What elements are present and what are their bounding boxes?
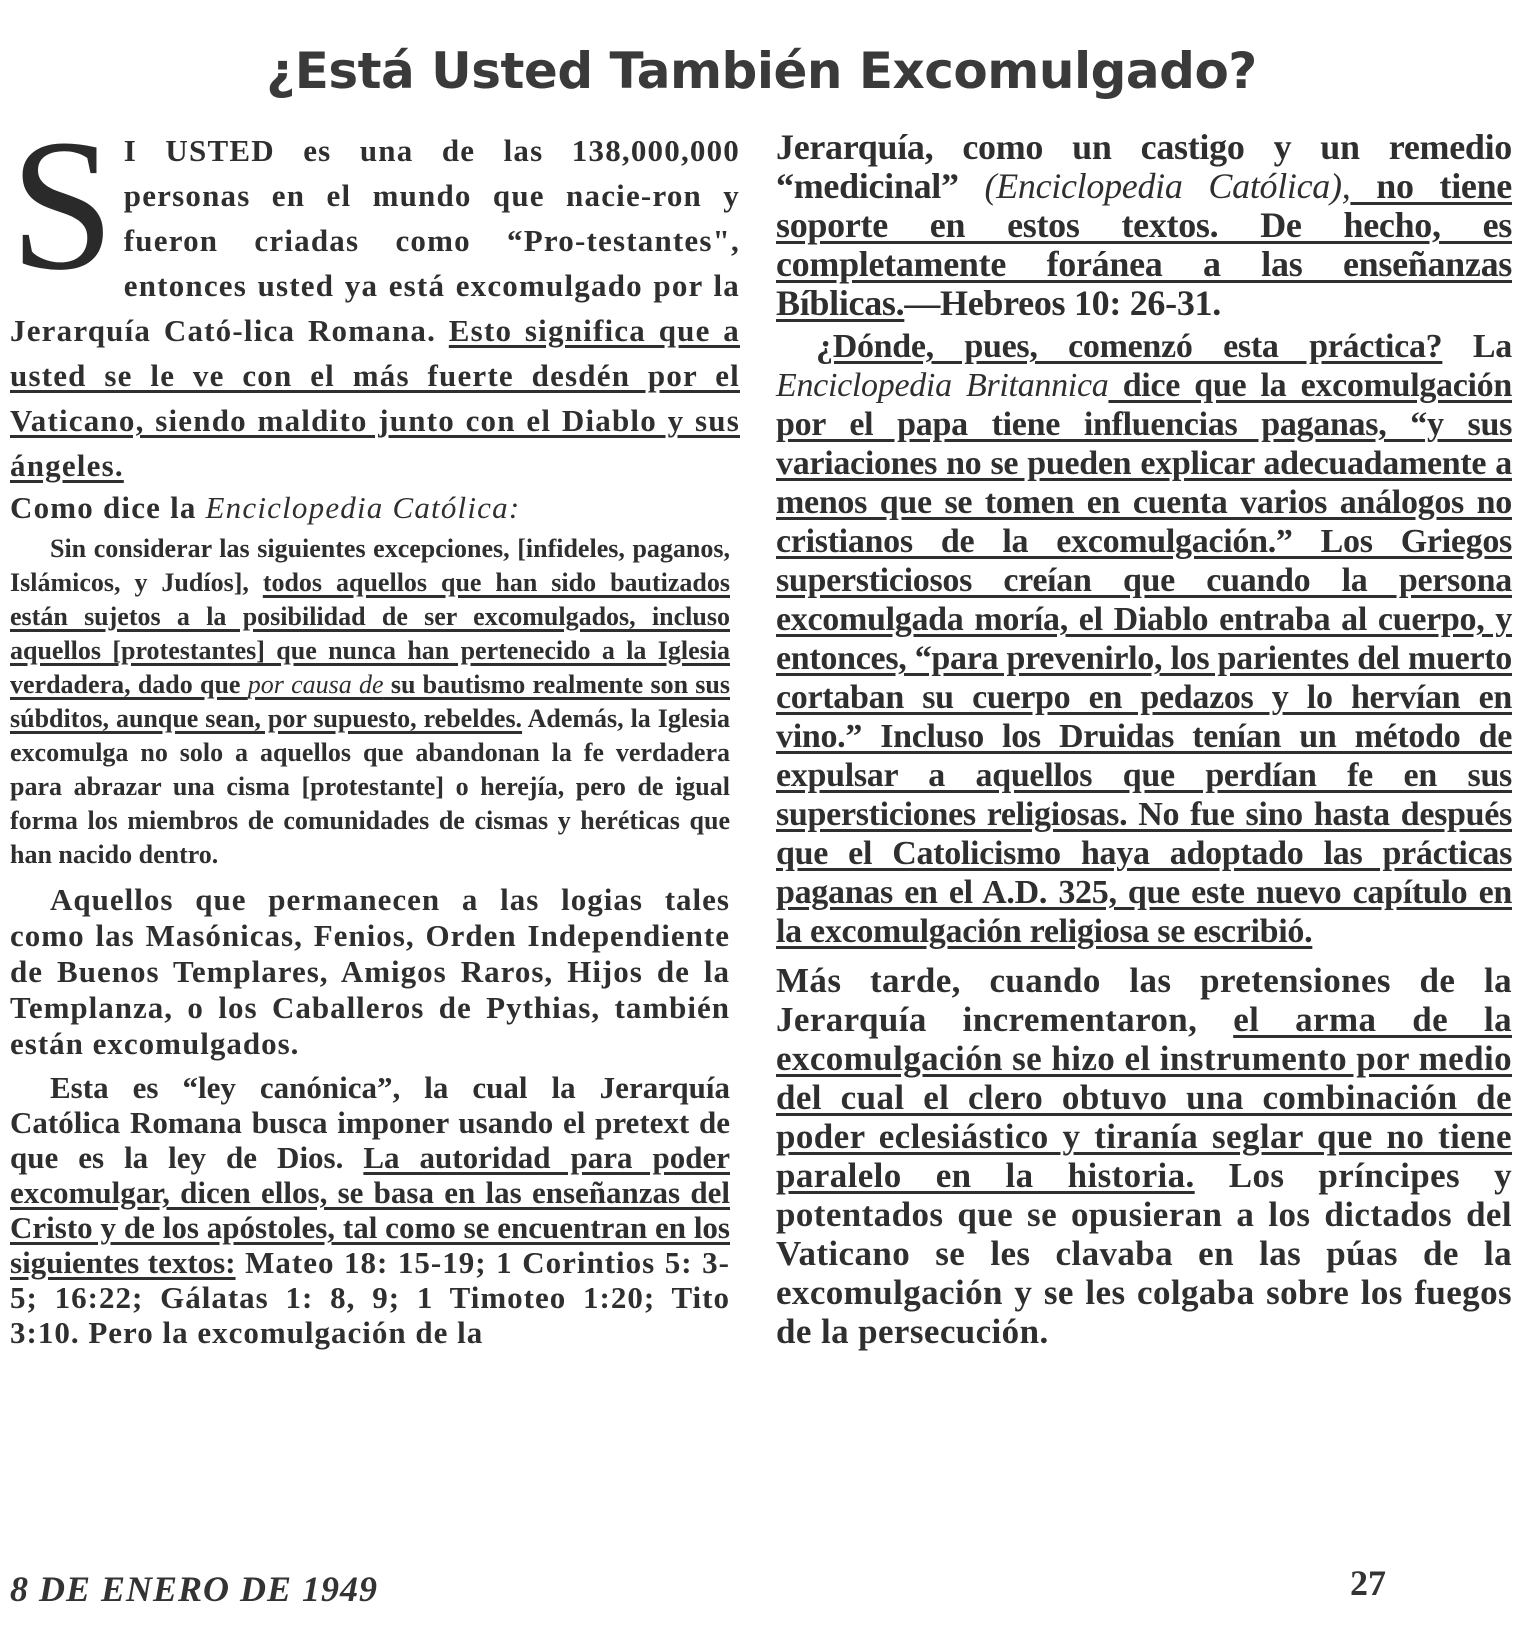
page-number: 27: [1350, 1563, 1386, 1603]
ley-canonica-underlined: La autoridad para poder excomulgar, dicen ellos, se basa en las enseñanzas del Cristo y de los apóstoles, tal como se encuentran en los siguientes textos:: [10, 1140, 730, 1280]
opening-text: I USTED es una de las 138,000,000 personas en el mundo que nacie-ron y fueron criadas como “Pro-testantes", entonces usted ya está excomulgado por la Jerarquía Cató-lica Romana.: [10, 133, 740, 348]
block-quote: [10, 532, 740, 872]
paragraph-jerarquia: [776, 128, 1512, 323]
donde-comenzo-source: Enciclopedia Britannica: [776, 367, 1109, 404]
mas-tarde-text-b: Los príncipes y potentados que se opusieran a los dictados del Vaticano se les clavaba en las púas de la excomulgación y se les colgaba sobre los fuegos de la persecución.: [776, 1156, 1512, 1351]
paragraph-logias: [10, 882, 740, 1062]
mas-tarde-text-a: Más tarde, cuando las pretensiones de la Jerarquía incrementaron,: [776, 961, 1512, 1039]
ley-canonica-text-b: Mateo 18: 15-19; 1 Corintios 5: 3-5; 16:22; Gálatas 1: 8, 9; 1 Timoteo 1:20; Tito 3:10. Pero la excomulgación de la: [10, 1245, 730, 1350]
citation-intro-text: Como dice la: [10, 490, 206, 525]
jerarquia-text-a: Jerarquía, como un castigo y un remedio “medicinal”: [776, 127, 1512, 206]
citation-source: Enciclopedia Católica:: [205, 490, 521, 525]
opening-underlined: Esto significa que a usted se le ve con el más fuerte desdén por el Vaticano, siendo maldito junto con el Diablo y sus ángeles.: [10, 313, 740, 483]
quote-text-a: Sin considerar las siguientes excepciones, [infideles, paganos, Islámicos, y Judíos],: [10, 534, 730, 597]
paragraph-mas-tarde: [776, 961, 1512, 1351]
quote-underlined-italic: por causa de: [247, 670, 384, 699]
donde-comenzo-text: La: [1442, 328, 1512, 365]
paragraph-ley-canonica: [10, 1070, 740, 1350]
drop-cap: S: [10, 100, 116, 309]
paragraph-donde-comenzo: [776, 327, 1512, 951]
citation-intro: [10, 488, 740, 528]
donde-comenzo-underlined: dice que la excomulgación por el papa tiene influencias paganas, “y sus variaciones no se pueden explicar adecuadamente a menos que se tomen en cuenta varios análogos no cristianos de la excomulgación.” Los Griegos supersticiosos creían que cuando la persona excomulgada moría, el Diablo entraba al cuerpo, y entonces, “para prevenirlo, los parientes del muerto cortaban su cuerpo en pedazos y lo hervían en vino.” Incluso los Druidas tenían un método de expulsar a aquellos que perdían fe en sus supersticiones religiosas. No fue sino hasta después que el Catolicismo haya adoptado las prácticas paganas en el A.D. 325, que este nuevo capítulo en la excomulgación religiosa se escribió.: [776, 367, 1512, 950]
right-column: [776, 128, 1512, 1351]
quote-text-b: Además, la Iglesia excomulga no solo a aquellos que abandonan la fe verdadera para abrazar una cisma [protestante] o herejía, pero de igual forma los miembros de comunidades de cismas y heréticas que han nacido dentro.: [10, 704, 730, 869]
paragraph-logias-text: Aquellos que permanecen a las logias tales como las Masónicas, Fenios, Orden Independiente de Buenos Templares, Amigos Raros, Hijos de la Templanza, o los Caballeros de Pythias, también están excomulgados.: [10, 882, 730, 1061]
jerarquia-reference: —Hebreos 10: 26-31.: [904, 283, 1221, 323]
page-title: ¿Está Usted También Excomulgado?: [266, 42, 1257, 100]
jerarquia-underlined: no tiene soporte en estos textos. De hecho, es completamente foránea a las enseñanzas Bíblicas.: [776, 166, 1512, 323]
issue-date: 8 DE ENERO DE 1949: [10, 1569, 379, 1609]
donde-comenzo-question: ¿Dónde, pues, comenzó esta práctica?: [816, 328, 1443, 365]
quote-underlined-2: su bautismo realmente son sus súbditos, aunque sean, por supuesto, rebeldes.: [10, 670, 730, 733]
opening-paragraph: [10, 100, 740, 488]
mas-tarde-underlined: el arma de la excomulgación se hizo el instrumento por medio del cual el clero obtuvo una combinación de poder eclesiástico y tiranía seglar que no tiene paralelo en la historia.: [776, 1000, 1513, 1195]
quote-underlined-1: todos aquellos que han sido bautizados están sujetos a la posibilidad de ser excomulgados, incluso aquellos [protestantes] que nunca han pertenecido a la Iglesia verdadera, dado que: [10, 568, 730, 699]
jerarquia-source: (Enciclopedia Católica),: [984, 166, 1351, 206]
left-column: [10, 100, 740, 1350]
ley-canonica-text-a: Esta es “ley canónica”, la cual la Jerarquía Católica Romana busca imponer usando el pretext de que es la ley de Dios.: [10, 1070, 730, 1175]
